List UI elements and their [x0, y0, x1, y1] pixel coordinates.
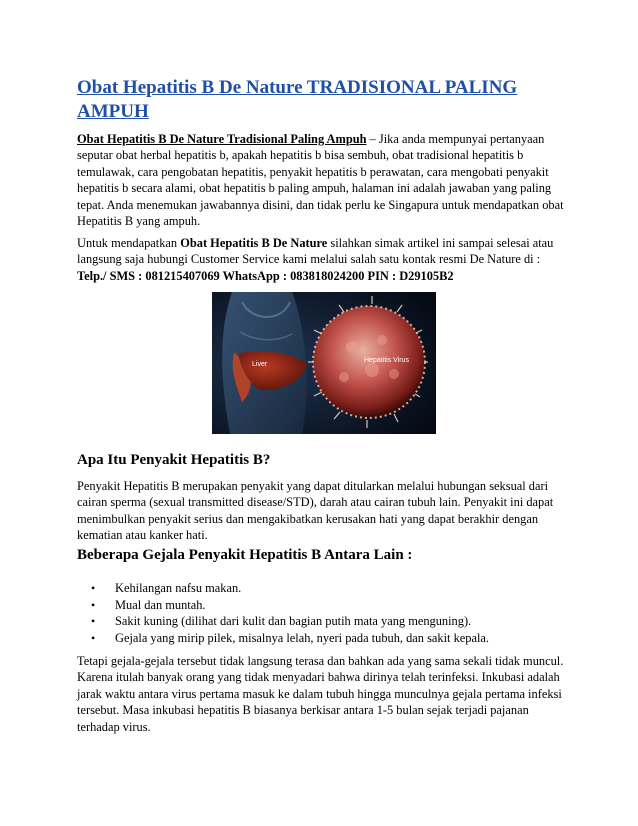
section2-paragraph: Tetapi gejala-gejala tersebut tidak langsung terasa dan bahkan ada yang sama sekali tidak muncul. Karena itulah banyak orang yang tidak menyadari bahwa dirinya telah terinfeksi. Inkubasi adalah jarak waktu antara virus pertama masuk ke dalam tubuh hingga munculnya gejala pertama infeksi tersebut. Masa inkubasi hepatitis B biasanya berkisar antara 1-5 bulan sejak terjadi pajanan terhadap virus.	[77, 654, 564, 734]
contact-line: Telp./ SMS : 081215407069 WhatsApp : 083818024200 PIN : D29105B2	[77, 268, 454, 283]
contact-product: Obat Hepatitis B De Nature	[180, 236, 328, 250]
virus-label: Hepatitis Virus	[364, 357, 410, 364]
list-item: • Mual dan muntah.	[77, 597, 547, 614]
liver-virus-image	[212, 292, 436, 434]
symptom-list	[77, 580, 547, 646]
section2-heading: Beberapa Gejala Penyakit Hepatitis B Antara Lain :	[77, 547, 413, 563]
page-title: Obat Hepatitis B De Nature TRADISIONAL PALING AMPUH	[77, 77, 518, 122]
contact-mid: silahkan simak artikel ini sampai selesai atau langsung saja hubungi Customer Service kami melalui salah satu kontak resmi De Nature di :	[77, 236, 554, 267]
intro-text: – Jika anda mempunyai pertanyaan seputar obat herbal hepatitis b, apakah hepatitis b bisa sembuh, obat tradisional hepatitis b temulawak, cara pengobatan hepatitis, penyakit hepatitis b perawatan, cara mengobati penyakit hepatitis b secara alami, obat hepatitis b paling ampuh, halaman ini adalah jawaban yang paling tepat. Anda menemukan jawabannya disini, dan tidak perlu ke Singapura untuk mendapatkan obat Hepatitis B yang ampuh.	[77, 132, 564, 229]
section1-paragraph: Penyakit Hepatitis B merupakan penyakit yang dapat ditularkan melalui hubungan seksual dari cairan sperma (sexual transmitted disease/STD), darah atau cairan tubuh lain. Penyakit ini dapat menimbulkan penyakit serius dan mengakibatkan kerusakan hati yang dapat berakhir dengan kematian atau kanker hati.	[77, 479, 554, 543]
list-item: • Kehilangan nafsu makan.	[77, 580, 547, 597]
hepatitis-illustration	[212, 292, 436, 434]
intro-paragraph	[77, 131, 567, 229]
list-item: • Gejala yang mirip pilek, misalnya lelah, nyeri pada tubuh, dan sakit kepala.	[77, 630, 547, 647]
liver-label: Liver	[252, 361, 268, 368]
contact-pre: Untuk mendapatkan	[77, 236, 181, 250]
section1-heading: Apa Itu Penyakit Hepatitis B?	[77, 452, 271, 468]
intro-lead-link[interactable]: Obat Hepatitis B De Nature Tradisional Paling Ampuh	[77, 132, 367, 146]
contact-paragraph	[77, 235, 567, 284]
list-item: • Sakit kuning (dilihat dari kulit dan bagian putih mata yang menguning).	[77, 613, 547, 630]
